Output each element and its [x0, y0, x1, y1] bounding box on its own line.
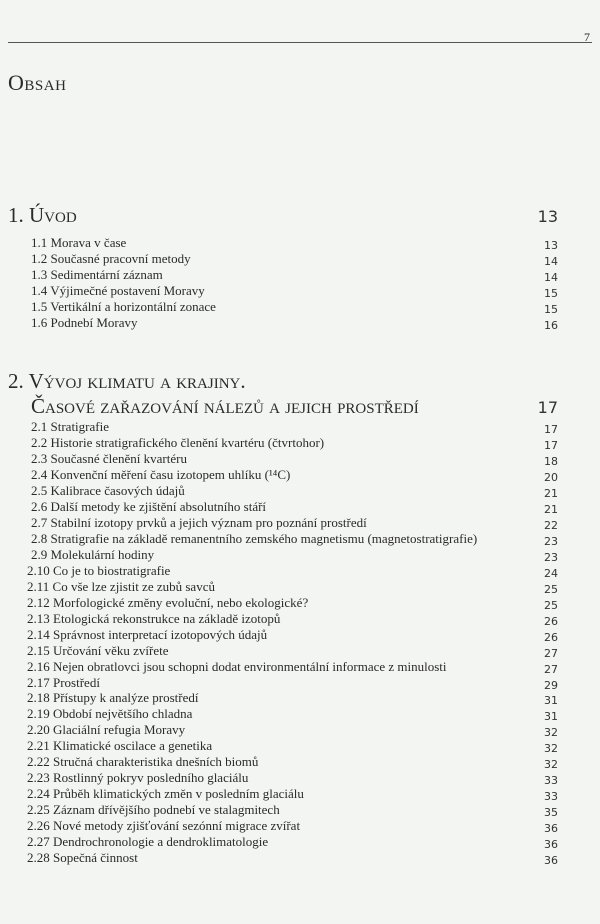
toc-entry: [0, 235, 600, 251]
toc-entry: [0, 722, 600, 738]
toc-entry-title: 2.21 Klimatické oscilace a genetika: [27, 738, 213, 754]
toc-entry-title: 1.2 Současné pracovní metody: [31, 251, 191, 266]
header-rule: [8, 42, 592, 43]
toc-entry: [0, 706, 600, 722]
toc-entry-page: 16: [544, 319, 558, 332]
toc-entry-page: 31: [544, 694, 558, 708]
toc-entry-title: 2.2 Historie stratigrafického členění kvartéru (čtvrtohor): [31, 434, 325, 450]
toc-entry-title: 2.19 Období největšího chladna: [27, 706, 193, 722]
toc-entry: [0, 267, 600, 283]
toc-entry-title: 2.25 Záznam dřívějšího podnebí ve stalagmitech: [27, 802, 280, 818]
toc-entry-page: 32: [544, 742, 558, 756]
toc-entry-page: 27: [544, 646, 558, 660]
toc-entry: [0, 499, 600, 515]
toc-entry-page: 14: [544, 255, 558, 268]
toc-entry-title: 2.24 Průběh klimatických změn v posledním glaciálu: [27, 786, 304, 802]
toc-entry-page: 17: [544, 438, 558, 452]
toc-entry: [0, 834, 600, 850]
toc-entry-title: 2.11 Co vše lze zjistit ze zubů savců: [27, 578, 215, 594]
toc-entry-title: 2.4 Konvenční měření času izotopem uhlíku (¹⁴C): [31, 466, 291, 482]
toc-entry-page: 23: [544, 550, 558, 564]
toc-entry: [0, 659, 600, 675]
toc-entry-title: 1.5 Vertikální a horizontální zonace: [31, 299, 216, 314]
toc-entry-page: 17: [544, 423, 558, 436]
toc-entry-title: 2.23 Rostlinný pokryv posledního glaciálu: [27, 770, 249, 786]
toc-entry: [0, 251, 600, 267]
toc-entry: [0, 786, 600, 802]
toc-entry-title: 2.13 Etologická rekonstrukce na základě izotopů: [27, 610, 281, 626]
toc-entry-title: 2.16 Nejen obratlovci jsou schopni dodat environmentální informace z minulosti: [27, 658, 447, 674]
toc-entry-title: 2.9 Molekulární hodiny: [31, 546, 155, 562]
toc-entry-title: 2.1 Stratigrafie: [31, 419, 109, 434]
toc-entry: [0, 531, 600, 547]
toc-entry: [0, 315, 600, 331]
page-title: Obsah: [8, 70, 67, 95]
toc-entry-page: 26: [544, 630, 558, 644]
toc-entry: [0, 675, 600, 691]
toc-entry: [0, 563, 600, 579]
toc-entry: [0, 611, 600, 627]
toc-entry-page: 31: [544, 710, 558, 724]
toc-entry: [0, 627, 600, 643]
toc-entry-page: 15: [544, 303, 558, 316]
toc-entry: [0, 643, 600, 659]
toc-entry: [0, 547, 600, 563]
toc-entry: [0, 435, 600, 451]
toc-entry-title: 2.6 Další metody ke zjištění absolutního stáří: [31, 498, 267, 514]
chapter-title: 2. Vývoj klimatu a krajiny.: [8, 369, 246, 393]
toc-entry: [0, 515, 600, 531]
toc-entry-title: 2.14 Správnost interpretací izotopových údajů: [27, 626, 268, 642]
toc-entry: [0, 483, 600, 499]
toc-entry-page: 33: [544, 790, 558, 804]
toc-entry-page: 13: [544, 239, 558, 252]
toc-entry: [0, 299, 600, 315]
toc-entry-title: 2.7 Stabilní izotopy prvků a jejich význam pro poznání prostředí: [31, 514, 367, 530]
toc-entry-page: 36: [544, 854, 558, 868]
toc-entry-page: 27: [544, 662, 558, 676]
toc-entry-page: 15: [544, 287, 558, 300]
toc-entry-page: 18: [544, 454, 558, 468]
chapter-page-number: 17: [537, 398, 558, 417]
toc-entry: [0, 595, 600, 611]
toc-entry-page: 32: [544, 726, 558, 740]
toc-entry-title: 2.15 Určování věku zvířete: [27, 642, 169, 658]
toc-entry-page: 25: [544, 582, 558, 596]
page-number: 7: [584, 30, 590, 44]
toc-entry-title: 2.20 Glaciální refugia Moravy: [27, 722, 186, 738]
toc-entry: [0, 850, 600, 866]
toc-entry-page: 25: [544, 598, 558, 612]
toc-entry-page: 29: [544, 678, 558, 692]
toc-entry-title: 2.26 Nové metody zjišťování sezónní migrace zvířat: [27, 818, 301, 834]
toc-entry-page: 36: [544, 838, 558, 852]
toc-entry: [0, 690, 600, 706]
toc-entry: [0, 419, 600, 435]
toc-entry-page: 32: [544, 758, 558, 772]
toc-entry-page: 35: [544, 806, 558, 820]
toc-entry-title: 2.27 Dendrochronologie a dendroklimatologie: [27, 834, 269, 850]
toc-entry-title: 1.6 Podnebí Moravy: [31, 315, 138, 330]
toc-entry-title: 2.18 Přístupy k analýze prostředí: [27, 690, 199, 706]
toc-entry-title: 2.22 Stručná charakteristika dnešních biomů: [27, 754, 259, 770]
chapter-title: Časové zařazování nálezů a jejich prostředí: [31, 394, 419, 418]
toc-entry-title: 2.3 Současné členění kvartéru: [31, 450, 187, 466]
toc-entry-page: 36: [544, 822, 558, 836]
toc-entry: [0, 738, 600, 754]
toc-entry-page: 24: [544, 566, 558, 580]
toc-entry-title: 1.1 Morava v čase: [31, 235, 127, 250]
toc-entry-page: 20: [544, 470, 558, 484]
toc-entry-page: 22: [544, 518, 558, 532]
toc-entry-title: 2.10 Co je to biostratigrafie: [27, 562, 171, 578]
toc-entry-title: 2.8 Stratigrafie na základě remanentního zemského magnetismu (magnetostratigrafie): [31, 530, 478, 546]
toc-entry-title: 1.3 Sedimentární záznam: [31, 267, 163, 282]
toc-entry: [0, 770, 600, 786]
toc-entry-title: 1.4 Výjimečné postavení Moravy: [31, 283, 205, 298]
toc-entry-page: 23: [544, 534, 558, 548]
toc-entry: [0, 283, 600, 299]
toc-entry: [0, 818, 600, 834]
toc-entry-title: 2.17 Prostředí: [27, 674, 100, 690]
toc-entry: [0, 451, 600, 467]
toc-entry-title: 2.12 Morfologické změny evoluční, nebo ekologické?: [27, 594, 309, 610]
toc-entry-page: 21: [544, 486, 558, 500]
toc-entry-title: 2.5 Kalibrace časových údajů: [31, 482, 185, 498]
toc-entry-page: 33: [544, 774, 558, 788]
toc-entry-page: 14: [544, 271, 558, 284]
toc-entry-title: 2.28 Sopečná činnost: [27, 850, 138, 866]
toc-entry: [0, 754, 600, 770]
toc-entry: [0, 579, 600, 595]
chapter-page-number: 13: [537, 207, 558, 226]
chapter-title: 1. Úvod: [8, 203, 77, 227]
toc-entry-page: 21: [544, 502, 558, 516]
toc-entry-page: 26: [544, 614, 558, 628]
toc-entry: [0, 467, 600, 483]
toc-entry: [0, 802, 600, 818]
